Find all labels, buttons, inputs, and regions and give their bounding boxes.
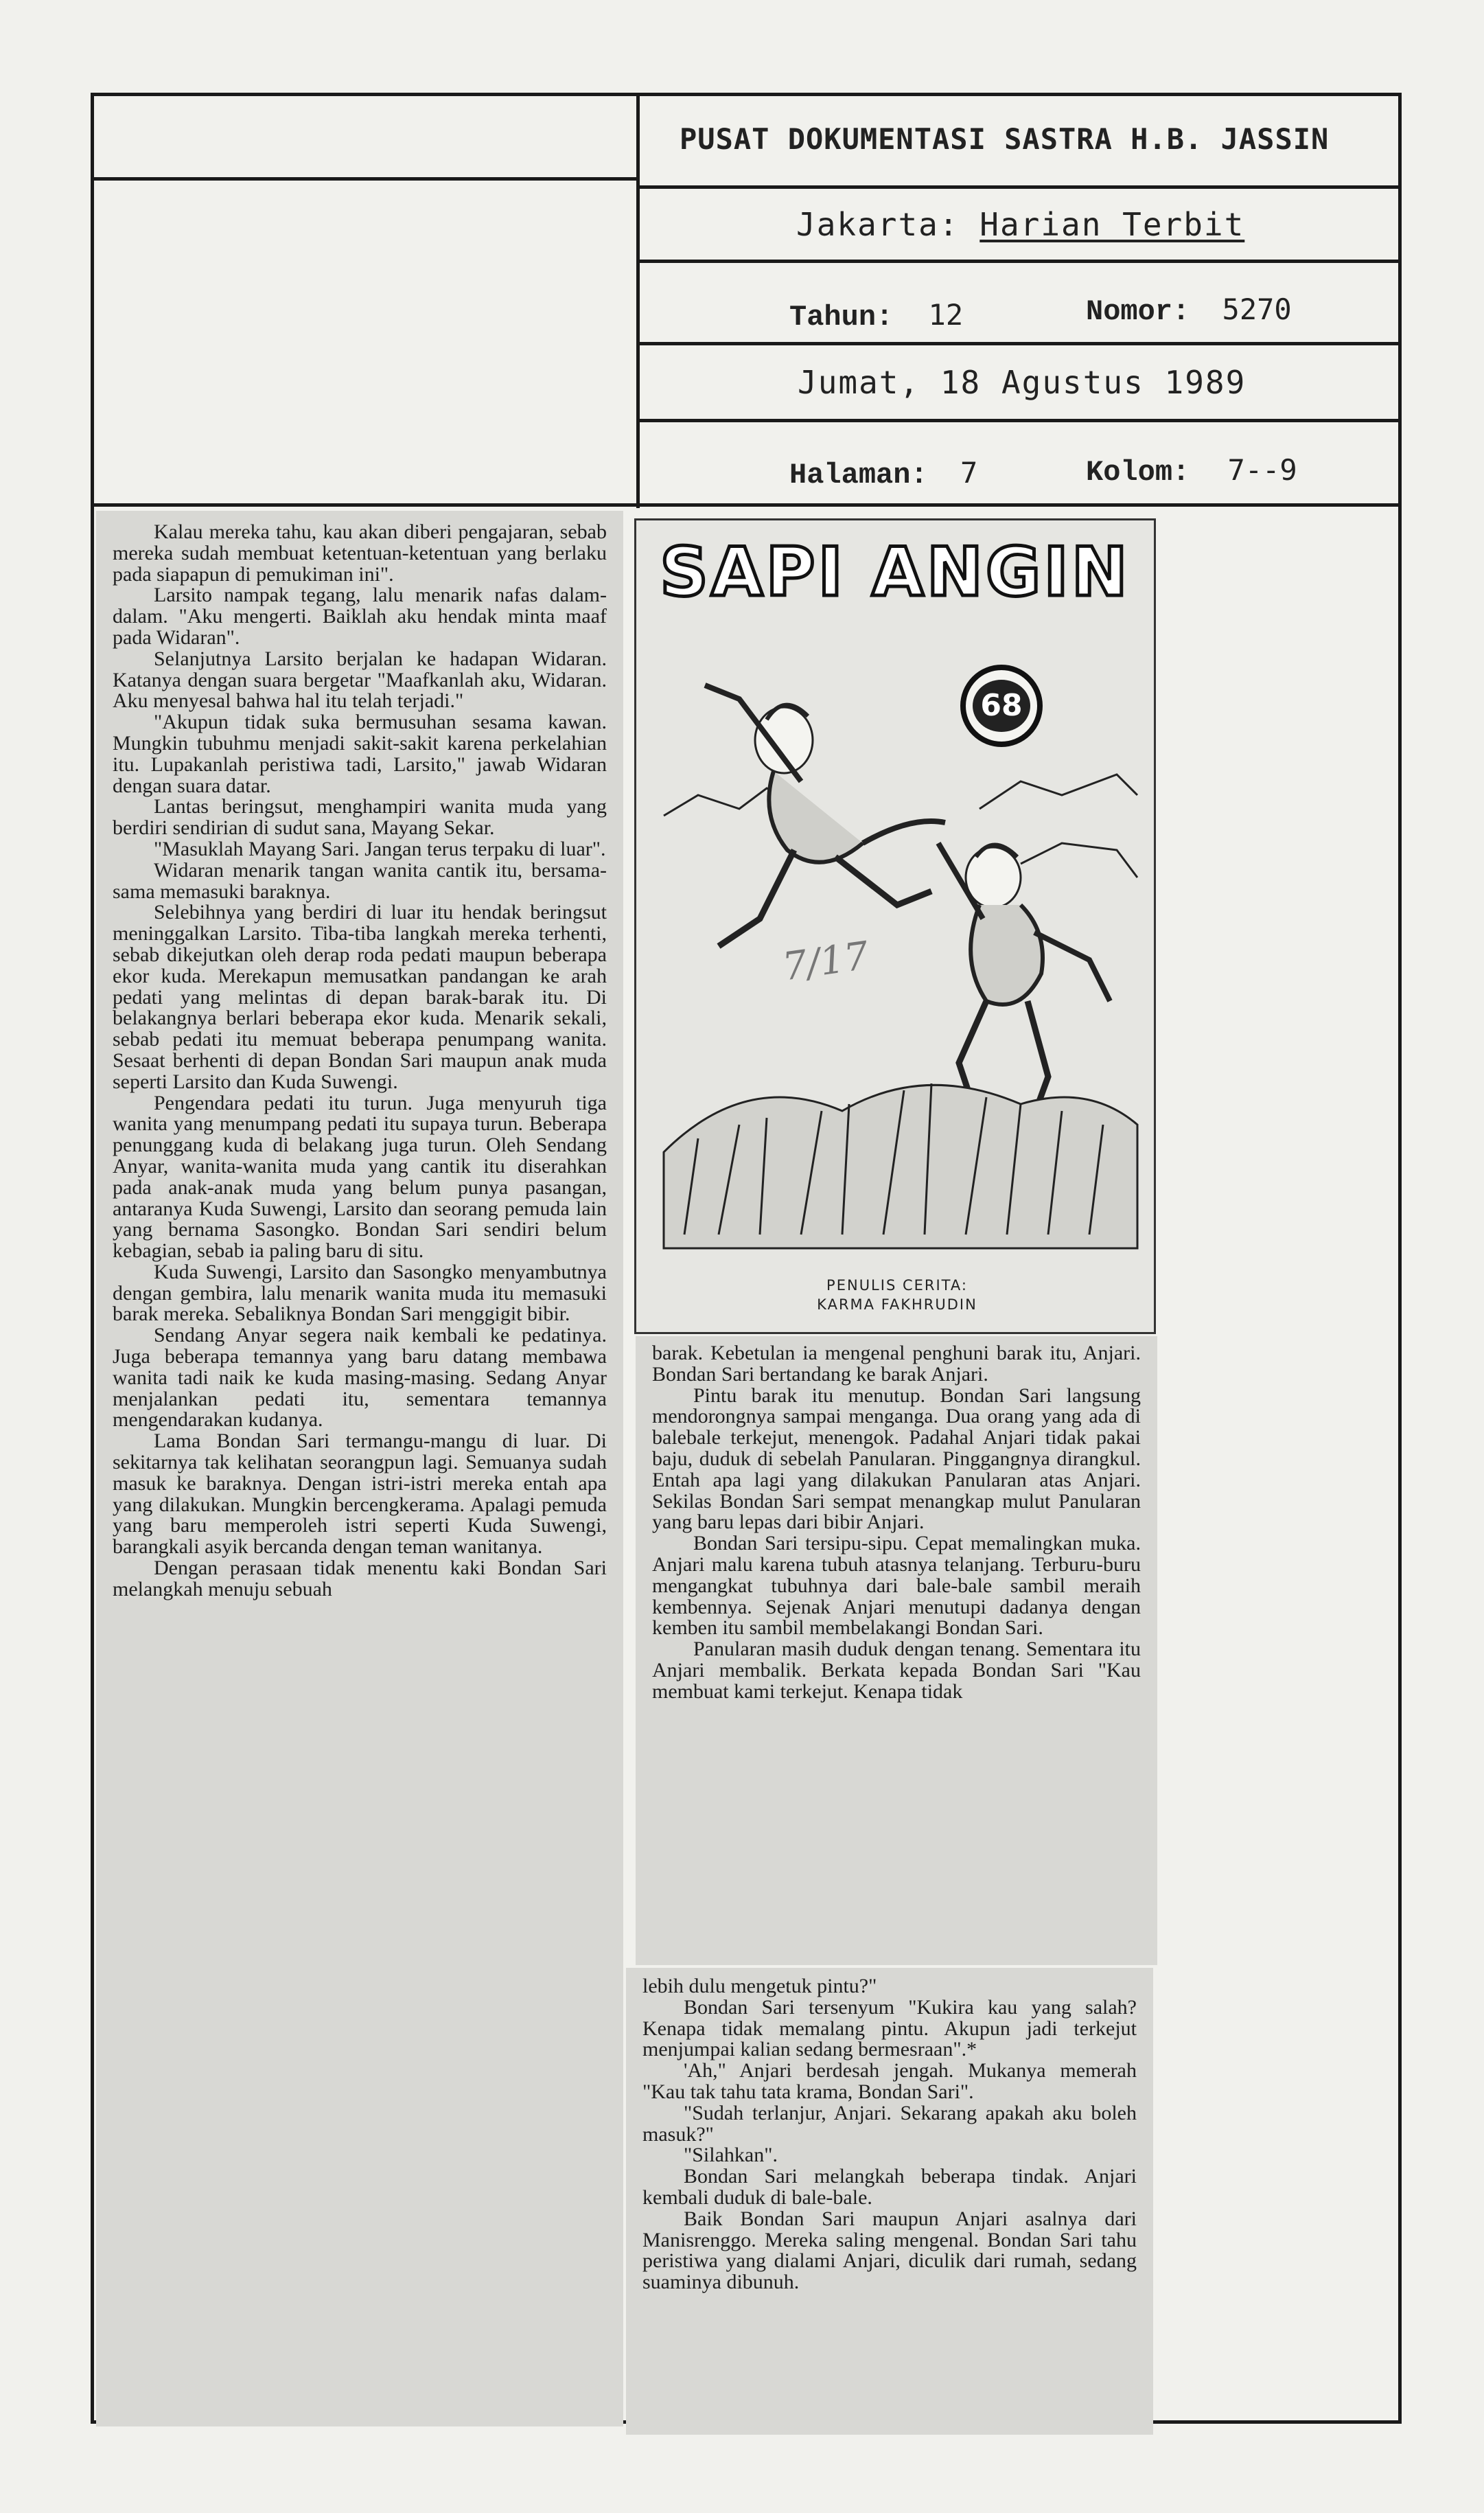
paragraph: Kuda Suwengi, Larsito dan Sasongko menyambutnya dengan gembira, lalu menarik wanita muda itu memasuki barak mereka. Sebaliknya Bondan Sari menggigit bibir. [113, 1260, 607, 1326]
paragraph: Sendang Anyar segera naik kembali ke pedatinya. Juga beberapa temannya yang baru datang membawa wanita tadi naik ke kuda masing-masing. Sedang Anyar menjalankan pedati itu, sementara temannya mengendarakan kudanya. [113, 1324, 607, 1432]
header-rule [91, 503, 1402, 507]
paragraph: barak. Kebetulan ia mengenal penghuni barak itu, Anjari. Bondan Sari bertandang ke barak Anjari. [652, 1342, 1141, 1386]
nomor-field [1086, 292, 1292, 328]
handwritten-note: 7/17 [780, 933, 872, 990]
paragraph: Lama Bondan Sari termangu-mangu di luar. Di sekitarnya tak kelihatan seorangpun lagi. Semuanya sudah masuk ke baraknya. Dengan istri-istri mereka entah apa yang dilakukan. Mungkin bercengkerama. Apalagi pemuda yang baru memperoleh istri seperti Kuda Suwengi, barangkali asyik bercanda dengan teman wanitanya. [113, 1430, 607, 1559]
nomor-value: 5270 [1222, 292, 1292, 326]
fight-scene-drawing [636, 520, 1154, 1332]
issue-date: Jumat, 18 Agustus 1989 [798, 364, 1247, 401]
paragraph: Larsito nampak tegang, lalu menarik nafas dalam-dalam. "Aku mengerti. Baiklah aku hendak minta maaf pada Widaran". [113, 584, 607, 649]
article-column-right-bottom [626, 1968, 1153, 2435]
header-rule [636, 342, 1402, 345]
paragraph: Selebihnya yang berdiri di luar itu hendak beringsut meninggalkan Larsito. Tiba-tiba langkah mereka terhenti, sebab dikejutkan oleh derap roda pedati maupun beberapa ekor kuda. Merekapun memusatkan pandangan ke arah pedati yang melintas di depan barak-barak itu. Di belakangnya berlari beberapa ekor kuda. Menarik sekali, sebab pedati itu memuat beberapa penumpang wanita. Sesaat berhenti di depan Bondan Sari maupun anak muda seperti Larsito dan Kuda Suwengi. [113, 901, 607, 1093]
tahun-field [789, 298, 963, 334]
header-rule [636, 419, 1402, 422]
article-column-left [96, 511, 623, 2426]
paragraph: Pintu barak itu menutup. Bondan Sari langsung mendorongnya sampai menganga. Dua orang yang ada di balebale terkejut, menengok. Padahal Anjari tidak pakai baju, duduk di sebelah Panularan. Pinggangnya dirangkul. Entah apa lagi yang dilakukan Panularan atas Anjari. Sekilas Bondan Sari sempat menangkap mulut Panularan yang baru lepas dari bibir Anjari. [652, 1384, 1141, 1534]
city-label: Jakarta: [796, 206, 960, 243]
paragraph: "Masuklah Mayang Sari. Jangan terus terpaku di luar". [154, 837, 606, 860]
kolom-field [1086, 453, 1297, 489]
tahun-value: 12 [928, 298, 964, 332]
credit-label: PENULIS CERITA: [826, 1277, 968, 1294]
kolom-label: Kolom: [1086, 456, 1190, 489]
episode-number: 68 [973, 680, 1030, 732]
institution-name: PUSAT DOKUMENTASI SASTRA H.B. JASSIN [680, 122, 1330, 156]
paragraph: "Sudah terlanjur, Anjari. Sekarang apakah aku boleh masuk?" [642, 2101, 1137, 2146]
article-column-right-top [636, 1336, 1157, 1965]
nomor-label: Nomor: [1086, 295, 1190, 328]
paragraph: 'Ah," Anjari berdesah jengah. Mukanya memerah "Kau tak tahu tata krama, Bondan Sari". [642, 2059, 1137, 2103]
paragraph: Kalau mereka tahu, kau akan diberi pengajaran, sebab mereka sudah membuat ketentuan-ketentuan yang berlaku pada siapapun di pemukiman ini". [113, 520, 607, 586]
paragraph: Dengan perasaan tidak menentu kaki Bondan Sari melangkah menuju sebuah [113, 1557, 607, 1600]
tahun-label: Tahun: [789, 301, 894, 334]
header-rule [91, 177, 640, 181]
paragraph: Selanjutnya Larsito berjalan ke hadapan Widaran. Katanya dengan suara bergetar "Maafkanlah aku, Widaran. Aku menyesal bahwa hal itu telah terjadi." [113, 647, 607, 713]
halaman-value: 7 [960, 456, 978, 490]
paragraph: Widaran menarik tangan wanita cantik itu, bersama-sama memasuki baraknya. [113, 858, 607, 903]
paragraph: "Akupun tidak suka bermusuhan sesama kawan. Mungkin tubuhmu menjadi sakit-sakit karena perkelahian itu. Lupakanlah peristiwa tadi, Larsito," jawab Widaran dengan suara datar. [113, 711, 607, 797]
newspaper-name: Harian Terbit [979, 206, 1245, 243]
newspaper-line [796, 206, 1244, 243]
paragraph: Panularan masih duduk dengan tenang. Sementara itu Anjari membalik. Berkata kepada Bondan Sari "Kau membuat kami terkejut. Kenapa tidak [652, 1638, 1141, 1703]
paragraph: Pengendara pedati itu turun. Juga menyuruh tiga wanita yang menumpang pedati itu supaya turun. Beberapa penunggang kuda di belakang juga turun. Oleh Sendang Anyar, wanita-wanita muda yang cantik itu diserahkan pada anak-anak muda yang belum punya pasangan, antaranya Kuda Suwengi, Larsito dan seorang pemuda lain yang bernama Sasongko. Bondan Sari sendiri belum kebagian, sebab ia paling baru di situ. [113, 1091, 607, 1263]
paragraph: "Silahkan". [684, 2144, 778, 2167]
paragraph: Baik Bondan Sari maupun Anjari asalnya dari Manisrenggo. Mereka saling mengenal. Bondan Sari tahu peristiwa yang dialami Anjari, diculik dari rumah, sedang suaminya dibunuh. [642, 2207, 1137, 2294]
halaman-label: Halaman: [789, 459, 928, 492]
header-rule [636, 260, 1402, 263]
paragraph: Bondan Sari tersenyum "Kukira kau yang salah? Kenapa tidak memalang pintu. Akupun jadi terkejut menjumpai kalian sedang bermesraan".* [642, 1995, 1137, 2061]
header-rule [636, 185, 1402, 189]
author-credit [780, 1276, 1014, 1314]
paragraph: Lantas beringsut, menghampiri wanita muda yang berdiri sendirian di sudut sana, Mayang Sekar. [113, 795, 607, 840]
credit-name: KARMA FAKHRUDIN [817, 1296, 977, 1313]
comic-title: SAPI ANGIN [660, 533, 1131, 612]
paragraph: lebih dulu mengetuk pintu?" [642, 1975, 877, 1997]
comic-illustration [634, 518, 1156, 1334]
halaman-field [789, 456, 977, 492]
header-divider [636, 93, 640, 508]
kolom-value: 7--9 [1227, 453, 1297, 487]
paragraph: Bondan Sari tersipu-sipu. Cepat memalingkan muka. Anjari malu karena tubuh atasnya telanjang. Terburu-buru mengangkat tubuhnya dari bale-bale sambil meraih kembennya. Sejenak Anjari menutupi dadanya dengan kemben itu sambil membelakangi Bondan Sari. [652, 1532, 1141, 1640]
paragraph: Bondan Sari melangkah beberapa tindak. Anjari kembali duduk di bale-bale. [642, 2165, 1137, 2209]
